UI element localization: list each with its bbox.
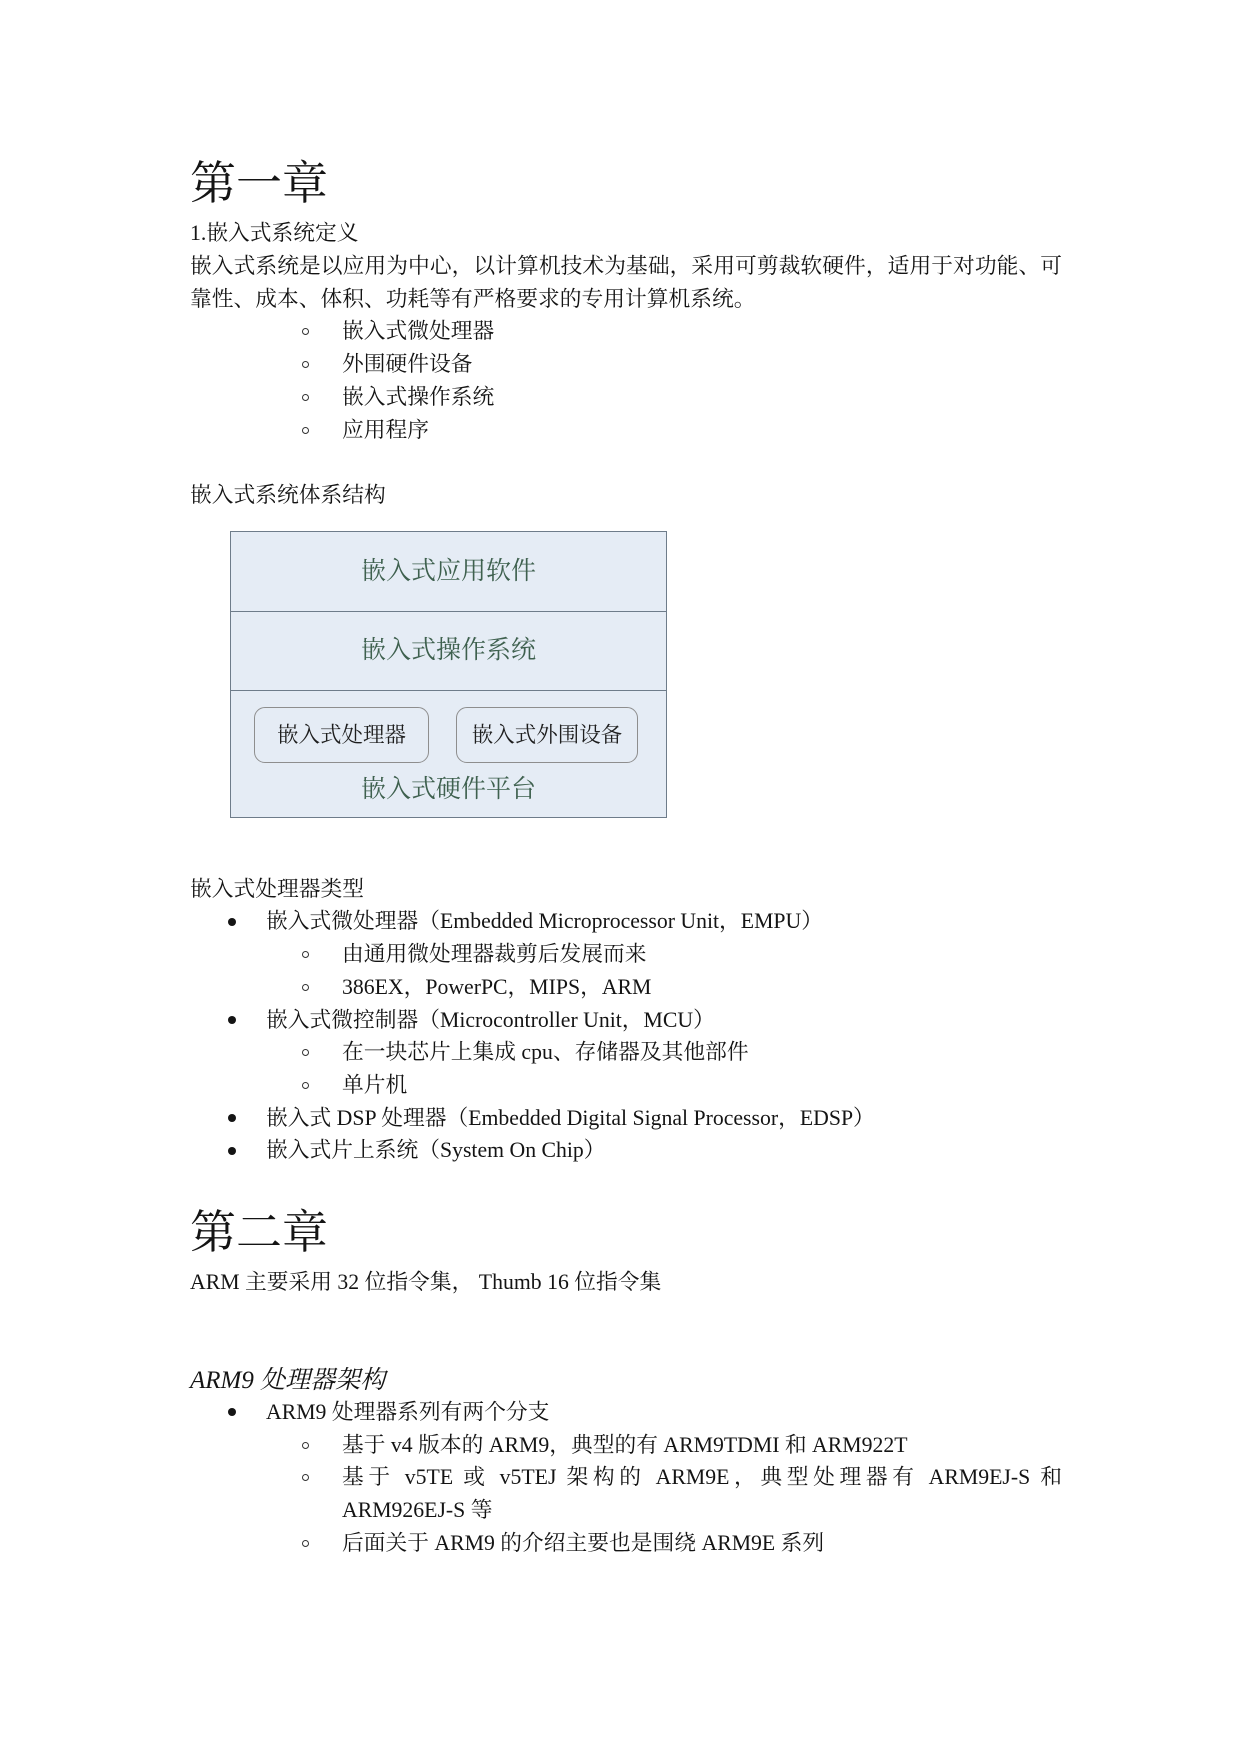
- list-item-text: 嵌入式微处理器: [342, 319, 495, 344]
- arm9-architecture-heading: ARM9 处理器架构: [190, 1367, 386, 1394]
- list-item: [190, 1527, 1062, 1560]
- arm9-points-list: [190, 1396, 1062, 1560]
- hollow-circle-bullet-icon: [302, 984, 309, 991]
- list-item-text: 嵌入式微控制器（Microcontroller Unit，MCU）: [266, 1007, 715, 1032]
- list-item: [190, 1134, 1062, 1167]
- chapter-1-title: 第一章: [190, 158, 328, 209]
- hollow-circle-bullet-icon: [302, 1082, 309, 1089]
- peripheral-box: 嵌入式外围设备: [456, 707, 638, 763]
- list-item-text: 386EX，PowerPC，MIPS，ARM: [342, 974, 652, 999]
- chapter-2-intro: ARM 主要采用 32 位指令集， Thumb 16 位指令集: [190, 1270, 662, 1294]
- hollow-circle-bullet-icon: [302, 1474, 309, 1481]
- hollow-circle-bullet-icon: [302, 1442, 309, 1449]
- list-item: [190, 971, 1062, 1004]
- list-item-text: 应用程序: [342, 417, 429, 442]
- section-title-definition: 1.嵌入式系统定义: [190, 221, 359, 245]
- list-item-text: 后面关于 ARM9 的介绍主要也是围绕 ARM9E 系列: [342, 1530, 825, 1555]
- hollow-circle-bullet-icon: [302, 361, 309, 368]
- components-list: [190, 315, 1062, 446]
- hollow-circle-bullet-icon: [302, 1049, 309, 1056]
- list-item-text: 嵌入式操作系统: [342, 384, 495, 409]
- list-item-text: 单片机: [342, 1072, 408, 1097]
- operating-system-label: 嵌入式操作系统: [360, 637, 536, 664]
- list-item: [190, 1102, 1062, 1135]
- chapter-2-title: 第二章: [190, 1207, 328, 1258]
- list-item-text: 基于 v4 版本的 ARM9，典型的有 ARM9TDMI 和 ARM922T: [342, 1432, 908, 1457]
- list-item-text: 嵌入式片上系统（System On Chip）: [266, 1138, 606, 1163]
- list-item-text: 由通用微处理器裁剪后发展而来: [342, 942, 647, 967]
- application-software-label: 嵌入式应用软件: [360, 558, 536, 585]
- hollow-circle-bullet-icon: [302, 427, 309, 434]
- list-item-text: 在一块芯片上集成 cpu、存储器及其他部件: [342, 1040, 749, 1065]
- hollow-circle-bullet-icon: [302, 394, 309, 401]
- filled-circle-bullet-icon: [228, 1016, 236, 1024]
- list-item: [190, 1004, 1062, 1037]
- hardware-platform-label: 嵌入式硬件平台: [360, 776, 536, 803]
- list-item: [190, 414, 1062, 447]
- list-item: [190, 1461, 1062, 1526]
- operating-system-layer: [231, 612, 666, 691]
- list-item: [190, 1036, 1062, 1069]
- list-item: [190, 905, 1062, 938]
- list-item: [190, 1069, 1062, 1102]
- processor-types-heading: 嵌入式处理器类型: [190, 877, 364, 901]
- list-item: [190, 315, 1062, 348]
- filled-circle-bullet-icon: [228, 918, 236, 926]
- filled-circle-bullet-icon: [228, 1114, 236, 1122]
- list-item-text: 基于 v5TE 或 v5TEJ 架构的 ARM9E，典型处理器有 ARM9EJ-S 和 ARM926EJ-S 等: [342, 1465, 1062, 1523]
- list-item: [190, 938, 1062, 971]
- filled-circle-bullet-icon: [228, 1408, 236, 1416]
- list-item-text: 嵌入式微处理器（Embedded Microprocessor Unit，EMPU）: [266, 909, 823, 934]
- hardware-platform-layer: [231, 691, 666, 817]
- architecture-diagram: [230, 531, 667, 818]
- list-item-text: 外围硬件设备: [342, 352, 473, 377]
- hollow-circle-bullet-icon: [302, 1540, 309, 1547]
- list-item-text: 嵌入式 DSP 处理器（Embedded Digital Signal Processor，EDSP）: [266, 1105, 875, 1130]
- list-item-text: ARM9 处理器系列有两个分支: [266, 1400, 550, 1424]
- architecture-heading: 嵌入式系统体系结构: [190, 483, 386, 507]
- list-item: [190, 381, 1062, 414]
- definition-paragraph: 嵌入式系统是以应用为中心，以计算机技术为基础，采用可剪裁软硬件，适用于对功能、可靠性、成本、体积、功耗等有严格要求的专用计算机系统。: [190, 254, 1062, 311]
- processor-types-list: [190, 905, 1062, 1167]
- filled-circle-bullet-icon: [228, 1147, 236, 1155]
- hollow-circle-bullet-icon: [302, 328, 309, 335]
- list-item: [190, 348, 1062, 381]
- list-item: [190, 1429, 1062, 1462]
- list-item: [190, 1396, 1062, 1429]
- processor-box: 嵌入式处理器: [254, 707, 429, 763]
- hollow-circle-bullet-icon: [302, 951, 309, 958]
- application-software-layer: [231, 532, 666, 612]
